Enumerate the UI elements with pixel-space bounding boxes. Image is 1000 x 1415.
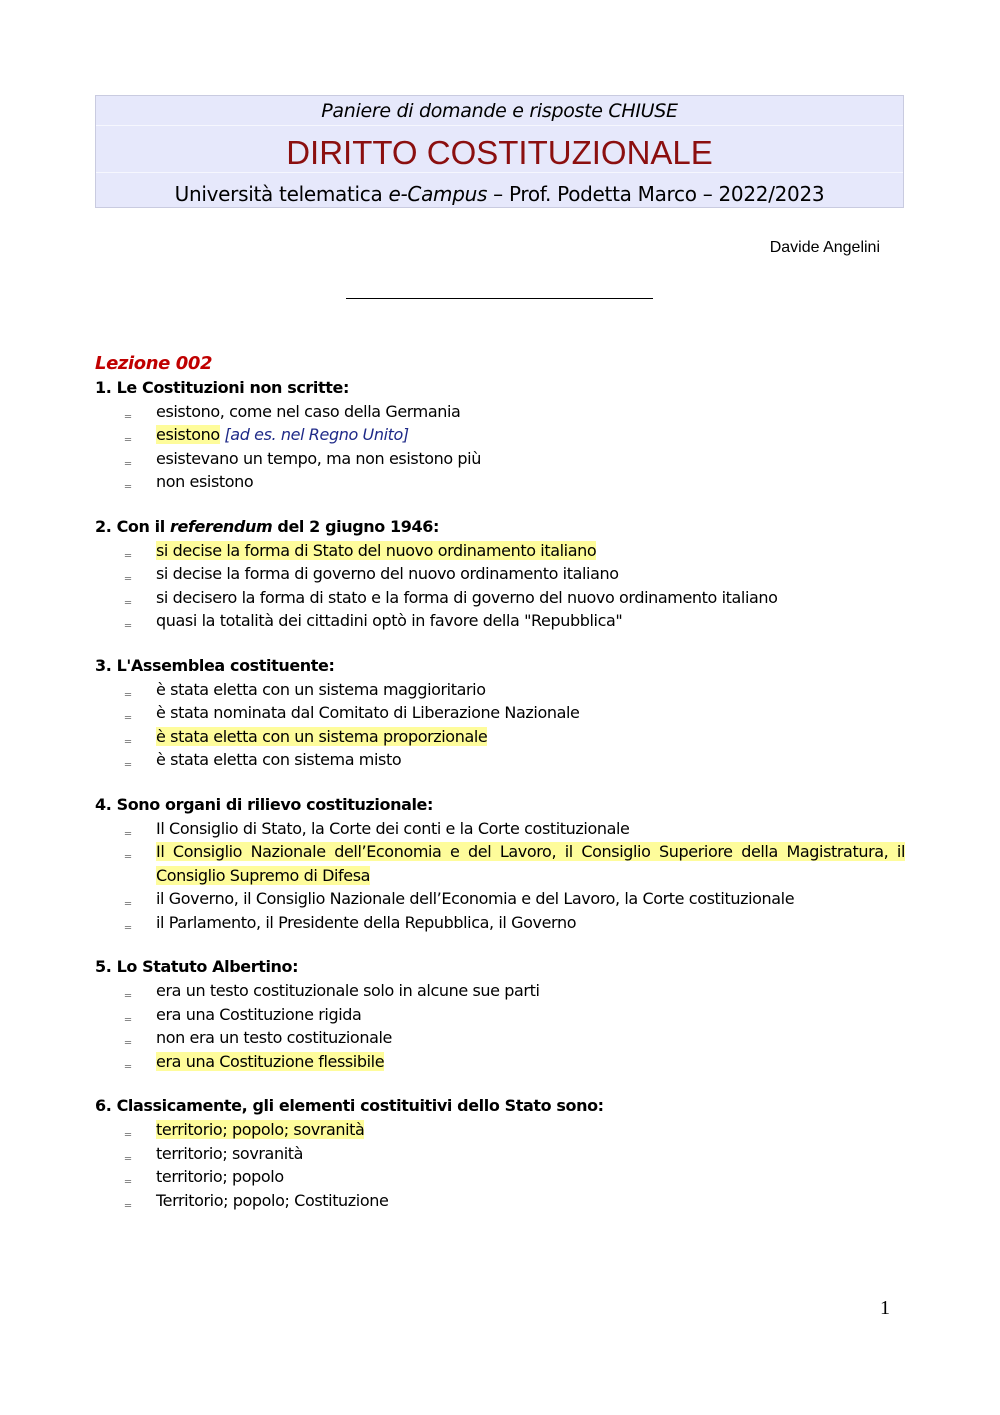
answer-option	[95, 562, 905, 586]
answer-text: era una Costituzione rigida	[156, 1004, 362, 1024]
bullet-icon: ‗	[125, 450, 131, 465]
bullet-icon: ‗	[125, 403, 131, 418]
answer-text: territorio; sovranità	[156, 1143, 304, 1163]
answer-option	[95, 609, 905, 633]
answer-text: è stata eletta con sistema misto	[156, 750, 402, 770]
bullet-icon: ‗	[125, 820, 131, 835]
answer-option	[95, 911, 905, 935]
page-number: 1	[880, 1297, 890, 1319]
answer-text: il Parlamento, il Presidente della Repubblica, il Governo	[156, 912, 577, 932]
answer-text: il Governo, il Consiglio Nazionale dell’Economia e del Lavoro, la Corte costituzionale	[156, 889, 795, 909]
university-line	[96, 182, 903, 206]
question-title: 6. Classicamente, gli elementi costituitivi dello Stato sono:	[95, 1096, 604, 1116]
answer-text: non era un testo costituzionale	[156, 1028, 392, 1048]
bullet-icon: ‗	[125, 427, 131, 442]
answer-text: è stata nominata dal Comitato di Liberazione Nazionale	[156, 703, 580, 723]
answer-option	[95, 887, 905, 911]
bullet-icon: ‗	[125, 705, 131, 720]
answer-text-highlighted: era una Costituzione flessibile	[156, 1051, 385, 1071]
answer-option-correct	[95, 1050, 905, 1074]
bullet-icon: ‗	[125, 1169, 131, 1184]
answer-option	[95, 678, 905, 702]
answer-list	[95, 1118, 905, 1212]
answer-text: si decisero la forma di stato e la forma di governo del nuovo ordinamento italiano	[156, 587, 778, 607]
answer-text: territorio; popolo	[156, 1167, 284, 1187]
bullet-icon: ‗	[125, 1122, 131, 1137]
question-4	[95, 793, 905, 935]
bullet-icon: ‗	[125, 474, 131, 489]
question-title-prefix: 2. Con il	[95, 516, 171, 536]
document-body	[95, 352, 905, 1212]
question-6	[95, 1094, 905, 1212]
bullet-icon: ‗	[125, 728, 131, 743]
answer-note: [ad es. nel Regno Unito]	[224, 425, 409, 445]
bullet-icon: ‗	[125, 1145, 131, 1160]
bullet-icon: ‗	[125, 542, 131, 557]
question-title: 1. Le Costituzioni non scritte:	[95, 378, 349, 397]
bullet-icon: ‗	[125, 566, 131, 581]
bullet-icon: ‗	[125, 613, 131, 628]
answer-text: esistevano un tempo, ma non esistono più	[156, 448, 481, 468]
bullet-icon: ‗	[125, 1006, 131, 1021]
answer-text: è stata eletta con un sistema maggioritario	[156, 679, 486, 699]
question-5	[95, 955, 905, 1073]
answer-option	[95, 447, 905, 471]
answer-text-highlighted: Il Consiglio Nazionale dell’Economia e del Lavoro, il Consiglio Superiore della Magistratura, il Consiglio Supremo di Difesa	[156, 842, 905, 885]
answer-text-highlighted: esistono	[156, 425, 220, 445]
bullet-icon: ‗	[125, 1053, 131, 1068]
answer-list	[95, 539, 905, 633]
question-title	[95, 515, 905, 539]
answer-option	[95, 748, 905, 772]
answer-option-correct	[95, 539, 905, 563]
answer-option	[95, 817, 905, 841]
answer-text: si decise la forma di governo del nuovo ordinamento italiano	[156, 564, 619, 584]
question-title-suffix: del 2 giugno 1946:	[272, 516, 439, 536]
bullet-icon: ‗	[125, 681, 131, 696]
answer-option-correct	[95, 1118, 905, 1142]
answer-text: Il Consiglio di Stato, la Corte dei conti e la Corte costituzionale	[156, 818, 630, 838]
university-prefix: Università telematica	[174, 182, 389, 206]
answer-text: quasi la totalità dei cittadini optò in favore della "Repubblica"	[156, 611, 623, 631]
bullet-icon: ‗	[125, 914, 131, 929]
answer-text-highlighted: territorio; popolo; sovranità	[156, 1120, 365, 1140]
answer-option	[95, 701, 905, 725]
answer-option	[95, 1189, 905, 1213]
answer-option-correct	[95, 725, 905, 749]
header-divider	[96, 172, 903, 173]
answer-list	[95, 400, 905, 494]
question-title: 3. L'Assemblea costituente:	[95, 655, 335, 675]
answer-list	[95, 979, 905, 1073]
bullet-icon: ‗	[125, 589, 131, 604]
answer-text: era un testo costituzionale solo in alcune sue parti	[156, 981, 540, 1001]
answer-text: non esistono	[156, 472, 254, 492]
answer-text-highlighted: è stata eletta con un sistema proporzionale	[156, 726, 488, 746]
bullet-icon: ‗	[125, 983, 131, 998]
question-title-italic: referendum	[170, 516, 273, 536]
answer-option	[95, 400, 905, 424]
answer-option-correct	[95, 423, 905, 447]
answer-text: esistono, come nel caso della Germania	[156, 401, 461, 421]
question-3	[95, 654, 905, 772]
separator-rule	[346, 298, 653, 299]
bullet-icon: ‗	[125, 891, 131, 906]
answer-option	[95, 1165, 905, 1189]
bullet-icon: ‗	[125, 1192, 131, 1207]
lesson-heading: Lezione 002	[95, 353, 213, 374]
bullet-icon: ‗	[125, 844, 131, 859]
answer-list	[95, 817, 905, 935]
answer-option	[95, 1026, 905, 1050]
answer-text-highlighted: si decise la forma di Stato del nuovo ordinamento italiano	[156, 540, 597, 560]
university-suffix: – Prof. Podetta Marco – 2022/2023	[487, 182, 825, 206]
bullet-icon: ‗	[125, 1030, 131, 1045]
answer-option	[95, 979, 905, 1003]
document-header	[95, 95, 904, 208]
answer-option	[95, 586, 905, 610]
header-divider	[96, 125, 903, 126]
document-title: DIRITTO COSTITUZIONALE	[286, 134, 713, 171]
question-2	[95, 515, 905, 633]
answer-option	[95, 1003, 905, 1027]
answer-list	[95, 678, 905, 772]
answer-option	[95, 470, 905, 494]
answer-option	[95, 1142, 905, 1166]
question-1	[95, 376, 905, 494]
author-name: Davide Angelini	[769, 239, 880, 256]
bullet-icon: ‗	[125, 752, 131, 767]
university-name: e-Campus	[388, 182, 488, 206]
question-title: 5. Lo Statuto Albertino:	[95, 957, 299, 977]
answer-text: Territorio; popolo; Costituzione	[156, 1190, 389, 1210]
header-subtitle: Paniere di domande e risposte CHIUSE	[321, 100, 678, 122]
question-title: 4. Sono organi di rilievo costituzionale:	[95, 794, 434, 814]
answer-option-correct	[95, 840, 905, 887]
